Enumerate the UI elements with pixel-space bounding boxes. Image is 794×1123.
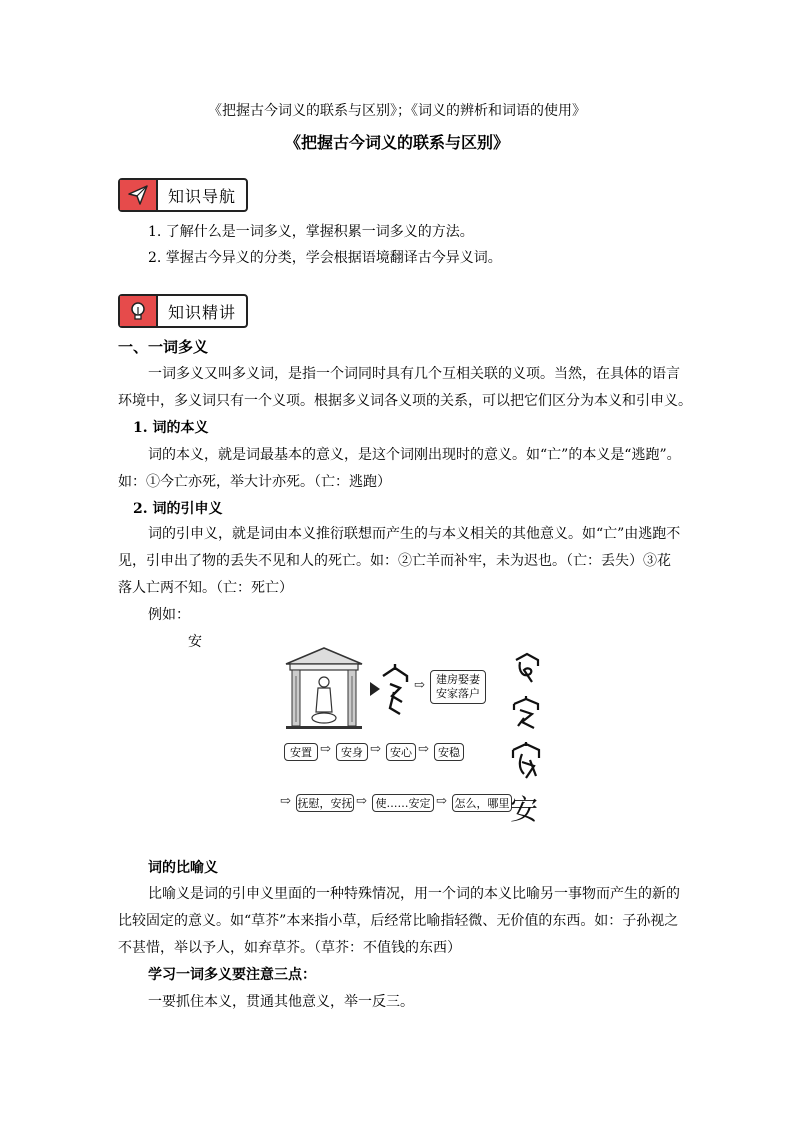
paragraph-line: 不甚惜，举以予人，如弃草芥。（草芥：不值钱的东西） [118, 940, 461, 956]
nav-item-2: 2. 掌握古今异义的分类，学会根据语境翻译古今异义词。 [148, 250, 502, 266]
seal-glyph-1 [512, 652, 542, 686]
tips-heading: 学习一词多义要注意三点： [148, 967, 316, 983]
paragraph-line: 词的本义，就是词最基本的意义，是这个词刚出现时的意义。如“亡”的本义是“逃跑”。 [148, 447, 681, 463]
oracle-bone-an-glyph [380, 662, 410, 720]
filled-arrow-icon [370, 682, 380, 696]
document-title: 《把握古今词义的联系与区别》 [284, 133, 509, 152]
nav-item-1: 1. 了解什么是一词多义，掌握积累一词多义的方法。 [148, 224, 474, 240]
meaning-box: 安身 [336, 743, 368, 761]
meaning-box: 使……安定 [372, 794, 434, 812]
paragraph-line: 见，引申出了物的丢失不见和人的死亡。如：②亡羊而补牢，未为迟也。（亡：丢失）③花 [118, 553, 671, 569]
example-label: 例如： [148, 607, 190, 623]
hollow-arrow-icon: ⇨ [356, 794, 367, 809]
box-line: 安家落户 [436, 687, 480, 700]
banner-label: 知识导航 [167, 186, 236, 206]
seal-glyph-3 [510, 740, 542, 780]
seal-glyph-2 [510, 694, 542, 730]
paper-plane-icon [120, 180, 158, 210]
subsection-heading: 词的比喻义 [148, 860, 218, 876]
lightbulb-icon [120, 296, 158, 326]
hollow-arrow-icon: ⇨ [436, 794, 447, 809]
section-heading: 一、一词多义 [118, 338, 209, 356]
paragraph-line: 比喻义是词的引申义里面的一种特殊情况，用一个词的本义比喻另一事物而产生的新的 [148, 886, 680, 902]
modern-an-glyph: 安 [510, 793, 539, 826]
document-subtitle: 《把握古今词义的联系与区别》；《词义的辨析和词语的使用》 [208, 103, 586, 119]
paragraph-line: 如：①今亡亦死，举大计亦死。（亡：逃跑） [118, 474, 391, 490]
meaning-box-settle [430, 670, 486, 704]
example-character: 安 [188, 634, 202, 650]
banner-label: 知识精讲 [167, 302, 236, 322]
meaning-box: 安心 [386, 743, 416, 761]
hollow-arrow-icon: ⇨ [320, 742, 331, 757]
box-line: 建房娶妻 [436, 673, 480, 686]
meaning-box: 抚慰，安抚 [296, 794, 354, 812]
hollow-arrow-icon: ⇨ [280, 794, 291, 809]
meaning-box: 安稳 [434, 743, 464, 761]
paragraph-line: 词的引申义，就是词由本义推衍联想而产生的与本义相关的其他意义。如“亡”由逃跑不 [148, 526, 681, 542]
subsection-heading: 2. 词的引申义 [133, 501, 223, 517]
pavilion-figure-illustration [282, 646, 366, 730]
paragraph-line: 一词多义又叫多义词，是指一个词同时具有几个互相关联的义项。当然，在具体的语言 [148, 366, 680, 382]
knowledge-lecture-banner [118, 294, 248, 328]
hollow-arrow-icon: ⇨ [418, 742, 429, 757]
paragraph-line: 环境中，多义词只有一个义项。根据多义词各义项的关系，可以把它们区分为本义和引申义。 [118, 393, 692, 409]
knowledge-nav-banner [118, 178, 248, 212]
paragraph-line: 比较固定的意义。如“草芥”本来指小草，后经常比喻指轻微、无价值的东西。如：子孙视之 [118, 913, 679, 929]
subsection-heading: 1. 词的本义 [133, 420, 209, 436]
paragraph-line: 落人亡两不知。（亡：死亡） [118, 580, 293, 596]
hollow-arrow-icon: ⇨ [414, 678, 425, 693]
meaning-box: 怎么，哪里 [452, 794, 512, 812]
meaning-box: 安置 [284, 743, 318, 761]
hollow-arrow-icon: ⇨ [370, 742, 381, 757]
tip-item: 一要抓住本义，贯通其他意义，举一反三。 [148, 994, 414, 1010]
